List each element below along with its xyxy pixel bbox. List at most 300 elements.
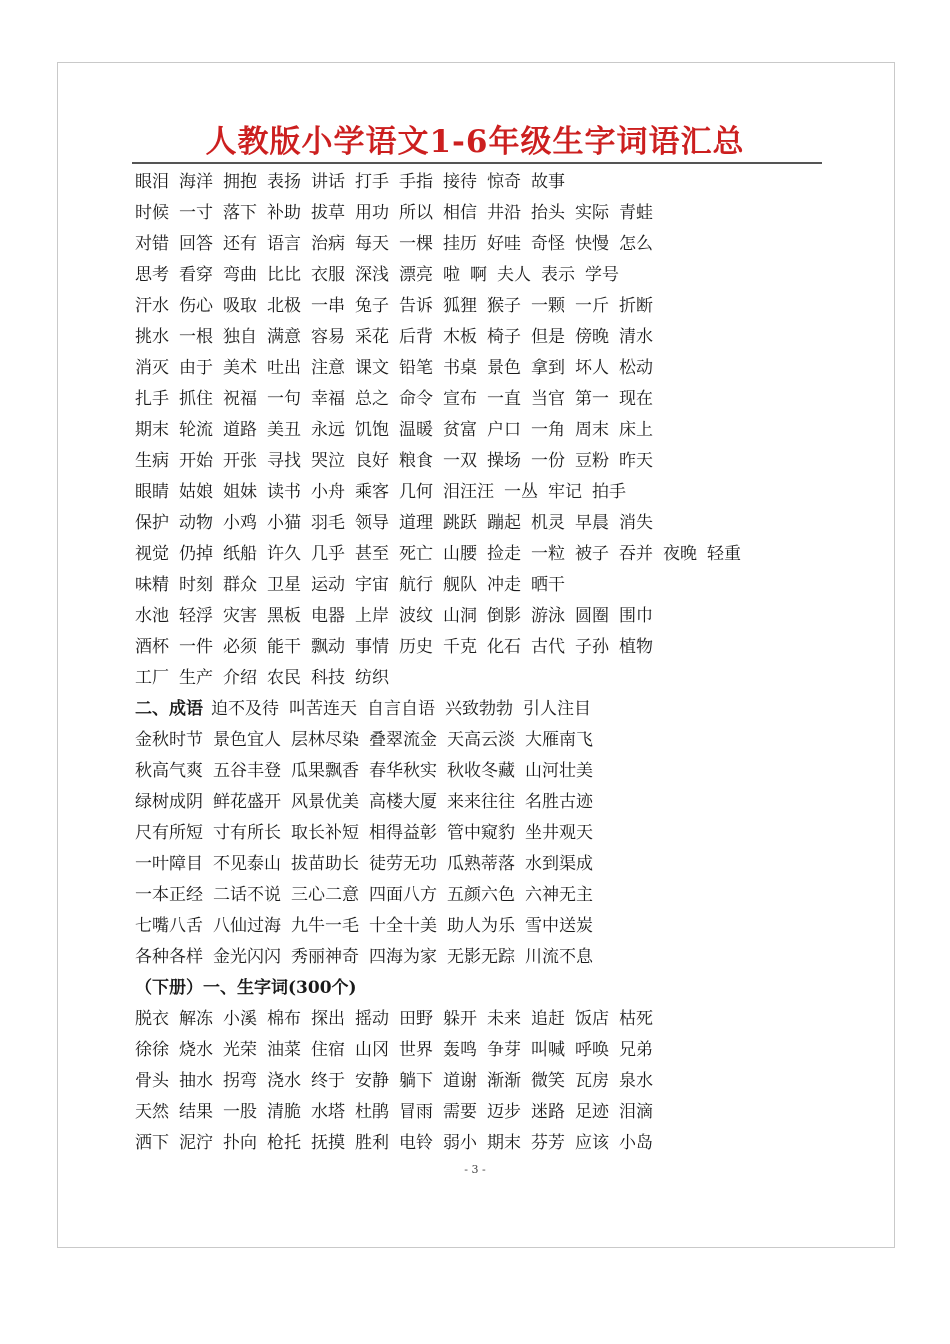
vocabulary-word: 坐井观天: [525, 823, 593, 843]
vocabulary-word: 弯曲: [223, 265, 257, 285]
vocabulary-word: 迷路: [531, 1102, 565, 1122]
vocabulary-word: 饭店: [575, 1009, 609, 1029]
vocabulary-word: 夫人: [497, 265, 531, 285]
vocabulary-word: 徒劳无功: [369, 854, 437, 874]
vocabulary-word: 世界: [399, 1040, 433, 1060]
vocabulary-word: 一角: [531, 420, 565, 440]
vocabulary-word: 风景优美: [291, 792, 359, 812]
vocabulary-word: 终于: [311, 1071, 345, 1091]
word-line: [135, 260, 835, 291]
vocabulary-word: 美术: [223, 358, 257, 378]
vocabulary-word: 消灭: [135, 358, 169, 378]
vocabulary-word: 田野: [399, 1009, 433, 1029]
vocabulary-word: 拍手: [592, 482, 626, 502]
vocabulary-word: 飘动: [311, 637, 345, 657]
vocabulary-word: 化石: [487, 637, 521, 657]
vocabulary-word: 看穿: [179, 265, 213, 285]
vocabulary-word: 脱衣: [135, 1009, 169, 1029]
vocabulary-word: 跳跃: [443, 513, 477, 533]
vocabulary-word: 道谢: [443, 1071, 477, 1091]
vocabulary-word: 幸福: [311, 389, 345, 409]
word-line: [135, 384, 835, 415]
vocabulary-word: 泥泞: [179, 1133, 213, 1153]
vocabulary-word: 治病: [311, 234, 345, 254]
vocabulary-word: 眼睛: [135, 482, 169, 502]
vocabulary-word: 粮食: [399, 451, 433, 471]
document-title: 人教版小学语文1-6年级生字词语汇总: [205, 124, 745, 160]
vocabulary-word: 工厂: [135, 668, 169, 688]
vocabulary-word: 尺有所短: [135, 823, 203, 843]
vocabulary-word: 拿到: [531, 358, 565, 378]
vocabulary-word: 满意: [267, 327, 301, 347]
vocabulary-word: 介绍: [223, 668, 257, 688]
vocabulary-word: 抓住: [179, 389, 213, 409]
vocabulary-word: 宣布: [443, 389, 477, 409]
vocabulary-word: 小猫: [267, 513, 301, 533]
vocabulary-word: 棉布: [267, 1009, 301, 1029]
vocabulary-word: 兄弟: [619, 1040, 653, 1060]
vocabulary-word: 注意: [311, 358, 345, 378]
vocabulary-word: 围巾: [619, 606, 653, 626]
vocabulary-word: 由于: [179, 358, 213, 378]
vocabulary-word: 期末: [487, 1133, 521, 1153]
vocabulary-word: 不见泰山: [213, 854, 281, 874]
vocabulary-word: 眼泪: [135, 172, 169, 192]
vocabulary-word: 吸取: [223, 296, 257, 316]
vocabulary-word: 一棵: [399, 234, 433, 254]
vocabulary-word: 子孙: [575, 637, 609, 657]
word-line: [135, 167, 835, 198]
vocabulary-word: 弱小: [443, 1133, 477, 1153]
vocabulary-word: 几何: [399, 482, 433, 502]
vocabulary-word: 甚至: [355, 544, 389, 564]
vocabulary-word: 七嘴八舌: [135, 916, 203, 936]
vocabulary-word: 波纹: [399, 606, 433, 626]
word-line: [135, 570, 835, 601]
vocabulary-word: 电器: [311, 606, 345, 626]
vocabulary-word: 生产: [179, 668, 213, 688]
vocabulary-word: 道路: [223, 420, 257, 440]
vocabulary-word: 能干: [267, 637, 301, 657]
vocabulary-word: 早晨: [575, 513, 609, 533]
vocabulary-word: 千克: [443, 637, 477, 657]
vocabulary-word: 书桌: [443, 358, 477, 378]
vocabulary-word: 仍掉: [179, 544, 213, 564]
vocabulary-word: 补助: [267, 203, 301, 223]
vocabulary-word: 十全十美: [369, 916, 437, 936]
vocabulary-word: 命令: [399, 389, 433, 409]
vocabulary-word: 落下: [223, 203, 257, 223]
vocabulary-word: 一颗: [531, 296, 565, 316]
vocabulary-word: 必须: [223, 637, 257, 657]
vocabulary-word: 井沿: [487, 203, 521, 223]
vocabulary-word: 鲜花盛开: [213, 792, 281, 812]
vocabulary-word: 水到渠成: [525, 854, 593, 874]
vocabulary-word: 一句: [267, 389, 301, 409]
word-line: [135, 756, 835, 787]
vocabulary-word: 三心二意: [291, 885, 359, 905]
vocabulary-word: 轻浮: [179, 606, 213, 626]
vocabulary-word: 户口: [487, 420, 521, 440]
vocabulary-word: 晒干: [531, 575, 565, 595]
vocabulary-word: 解冻: [179, 1009, 213, 1029]
vocabulary-word: 四面八方: [369, 885, 437, 905]
vocabulary-word: 相得益彰: [369, 823, 437, 843]
vocabulary-word: 山洞: [443, 606, 477, 626]
vocabulary-word: 被子: [575, 544, 609, 564]
vocabulary-word: 还有: [223, 234, 257, 254]
word-line: [135, 663, 835, 694]
word-line: [135, 446, 835, 477]
vocabulary-word: 枪托: [267, 1133, 301, 1153]
vocabulary-word: 一斤: [575, 296, 609, 316]
vocabulary-word: 宇宙: [355, 575, 389, 595]
vocabulary-word: 伤心: [179, 296, 213, 316]
vocabulary-word: 高楼大厦: [369, 792, 437, 812]
vocabulary-word: 胜利: [355, 1133, 389, 1153]
vocabulary-word: 群众: [223, 575, 257, 595]
vocabulary-word: 打手: [355, 172, 389, 192]
vocabulary-word: 开始: [179, 451, 213, 471]
word-line: [135, 1128, 835, 1159]
vocabulary-word: 美丑: [267, 420, 301, 440]
vocabulary-word: 良好: [355, 451, 389, 471]
vocabulary-word: 轻重: [707, 544, 741, 564]
vocabulary-word: 科技: [311, 668, 345, 688]
vocabulary-word: 所以: [399, 203, 433, 223]
vocabulary-word: 北极: [267, 296, 301, 316]
vocabulary-word: 兴致勃勃: [445, 699, 513, 719]
vocabulary-word: 实际: [575, 203, 609, 223]
vocabulary-word: 寻找: [267, 451, 301, 471]
vocabulary-word: 一寸: [179, 203, 213, 223]
vocabulary-word: 故事: [531, 172, 565, 192]
vocabulary-word: 用功: [355, 203, 389, 223]
vocabulary-word: 自言自语: [367, 699, 435, 719]
vocabulary-word: 运动: [311, 575, 345, 595]
vocabulary-word: 抬头: [531, 203, 565, 223]
vocabulary-word: 事情: [355, 637, 389, 657]
vocabulary-word: 农民: [267, 668, 301, 688]
vocabulary-word: 死亡: [399, 544, 433, 564]
vocabulary-word: 住宿: [311, 1040, 345, 1060]
vocabulary-word: 小鸡: [223, 513, 257, 533]
vocabulary-word: 烧水: [179, 1040, 213, 1060]
vocabulary-word: 管中窥豹: [447, 823, 515, 843]
vocabulary-word: 比比: [267, 265, 301, 285]
vocabulary-word: 微笑: [531, 1071, 565, 1091]
vocabulary-word: 倒影: [487, 606, 521, 626]
vocabulary-word: 扑向: [223, 1133, 257, 1153]
vocabulary-word: 后背: [399, 327, 433, 347]
vocabulary-word: 相信: [443, 203, 477, 223]
vocabulary-word: 冲走: [487, 575, 521, 595]
vocabulary-word: 秋高气爽: [135, 761, 203, 781]
vocabulary-word: 祝福: [223, 389, 257, 409]
vocabulary-word: 椅子: [487, 327, 521, 347]
vocabulary-word: 拥抱: [223, 172, 257, 192]
vocabulary-word: 床上: [619, 420, 653, 440]
word-line: [135, 353, 835, 384]
vocabulary-word: 牢记: [548, 482, 582, 502]
vocabulary-word: 漂亮: [399, 265, 433, 285]
vocabulary-word: 四海为家: [369, 947, 437, 967]
word-line: [135, 601, 835, 632]
vocabulary-word: 无影无踪: [447, 947, 515, 967]
vocabulary-word: 奇怪: [531, 234, 565, 254]
vocabulary-word: 足迹: [575, 1102, 609, 1122]
vocabulary-word: 第一: [575, 389, 609, 409]
vocabulary-word: 瓜果飘香: [291, 761, 359, 781]
vocabulary-word: 啦: [443, 265, 460, 285]
vocabulary-word: 瓜熟蒂落: [447, 854, 515, 874]
vocabulary-word: 姐妹: [223, 482, 257, 502]
vocabulary-word: 一件: [179, 637, 213, 657]
vocabulary-word: 好哇: [487, 234, 521, 254]
vocabulary-word: 冒雨: [399, 1102, 433, 1122]
vocabulary-word: 天然: [135, 1102, 169, 1122]
vocabulary-word: 六神无主: [525, 885, 593, 905]
vocabulary-word: 躲开: [443, 1009, 477, 1029]
vocabulary-word: 秋收冬藏: [447, 761, 515, 781]
vocabulary-word: 骨头: [135, 1071, 169, 1091]
vocabulary-word: 游泳: [531, 606, 565, 626]
vocabulary-word: 蹦起: [487, 513, 521, 533]
vocabulary-word: 快慢: [575, 234, 609, 254]
vocabulary-word: 啊: [470, 265, 487, 285]
vocabulary-word: 惊奇: [487, 172, 521, 192]
vocabulary-word: 青蛙: [619, 203, 653, 223]
vocabulary-word: 探出: [311, 1009, 345, 1029]
vocabulary-word: 景色宜人: [213, 730, 281, 750]
vocabulary-word: 木板: [443, 327, 477, 347]
vocabulary-word: 温暖: [399, 420, 433, 440]
word-line: [135, 415, 835, 446]
vocabulary-word: 但是: [531, 327, 565, 347]
vocabulary-word: 景色: [487, 358, 521, 378]
word-line: [135, 880, 835, 911]
vocabulary-word: 舰队: [443, 575, 477, 595]
vocabulary-word: 豆粉: [575, 451, 609, 471]
section-heading: （下册）一、生字词(300个): [135, 978, 357, 998]
vocabulary-word: 助人为乐: [447, 916, 515, 936]
vocabulary-word: 轰鸣: [443, 1040, 477, 1060]
vocabulary-word: 枯死: [619, 1009, 653, 1029]
vocabulary-word: 操场: [487, 451, 521, 471]
vocabulary-word: 铅笔: [399, 358, 433, 378]
vocabulary-word: 每天: [355, 234, 389, 254]
word-list: [135, 167, 835, 1159]
vocabulary-word: 思考: [135, 265, 169, 285]
vocabulary-word: 挑水: [135, 327, 169, 347]
vocabulary-word: 纺织: [355, 668, 389, 688]
vocabulary-word: 一根: [179, 327, 213, 347]
vocabulary-word: 泪滴: [619, 1102, 653, 1122]
word-line: [135, 322, 835, 353]
vocabulary-word: 拔草: [311, 203, 345, 223]
vocabulary-word: 各种各样: [135, 947, 203, 967]
vocabulary-word: 汗水: [135, 296, 169, 316]
vocabulary-word: 狐狸: [443, 296, 477, 316]
word-line: [135, 942, 835, 973]
word-line: [135, 1004, 835, 1035]
word-line: [135, 1097, 835, 1128]
vocabulary-word: 二话不说: [213, 885, 281, 905]
vocabulary-word: 五谷丰登: [213, 761, 281, 781]
vocabulary-word: 当官: [531, 389, 565, 409]
vocabulary-word: 傍晚: [575, 327, 609, 347]
vocabulary-word: 视觉: [135, 544, 169, 564]
vocabulary-word: 卫星: [267, 575, 301, 595]
word-line: [135, 725, 835, 756]
vocabulary-word: 坏人: [575, 358, 609, 378]
vocabulary-word: 水塔: [311, 1102, 345, 1122]
vocabulary-word: 语言: [267, 234, 301, 254]
vocabulary-word: 夜晚: [663, 544, 697, 564]
word-line: [135, 291, 835, 322]
vocabulary-word: 怎么: [619, 234, 653, 254]
vocabulary-word: 追赶: [531, 1009, 565, 1029]
vocabulary-word: 川流不息: [525, 947, 593, 967]
vocabulary-word: 叠翠流金: [369, 730, 437, 750]
vocabulary-word: 几乎: [311, 544, 345, 564]
vocabulary-word: 山腰: [443, 544, 477, 564]
word-line: [135, 229, 835, 260]
vocabulary-word: 绿树成阴: [135, 792, 203, 812]
vocabulary-word: 昨天: [619, 451, 653, 471]
vocabulary-word: 总之: [355, 389, 389, 409]
vocabulary-word: 许久: [267, 544, 301, 564]
vocabulary-word: 渐渐: [487, 1071, 521, 1091]
vocabulary-word: 捡走: [487, 544, 521, 564]
vocabulary-word: 机灵: [531, 513, 565, 533]
vocabulary-word: 未来: [487, 1009, 521, 1029]
vocabulary-word: 一串: [311, 296, 345, 316]
vocabulary-word: 拔苗助长: [291, 854, 359, 874]
vocabulary-word: 上岸: [355, 606, 389, 626]
vocabulary-word: 一直: [487, 389, 521, 409]
vocabulary-word: 摇动: [355, 1009, 389, 1029]
vocabulary-word: 电铃: [399, 1133, 433, 1153]
vocabulary-word: 独自: [223, 327, 257, 347]
vocabulary-word: 油菜: [267, 1040, 301, 1060]
vocabulary-word: 领导: [355, 513, 389, 533]
vocabulary-word: 金光闪闪: [213, 947, 281, 967]
vocabulary-word: 清水: [619, 327, 653, 347]
vocabulary-word: 躺下: [399, 1071, 433, 1091]
vocabulary-word: 迈步: [487, 1102, 521, 1122]
word-line: [135, 477, 835, 508]
vocabulary-word: 回答: [179, 234, 213, 254]
vocabulary-word: 金秋时节: [135, 730, 203, 750]
vocabulary-word: 杜鹃: [355, 1102, 389, 1122]
word-line: [135, 973, 835, 1004]
word-line: [135, 694, 835, 725]
vocabulary-word: 容易: [311, 327, 345, 347]
vocabulary-word: 姑娘: [179, 482, 213, 502]
word-line: [135, 539, 835, 570]
vocabulary-word: 取长补短: [291, 823, 359, 843]
vocabulary-word: 时候: [135, 203, 169, 223]
vocabulary-word: 八仙过海: [213, 916, 281, 936]
vocabulary-word: 山河壮美: [525, 761, 593, 781]
word-line: [135, 632, 835, 663]
vocabulary-word: 期末: [135, 420, 169, 440]
vocabulary-word: 接待: [443, 172, 477, 192]
vocabulary-word: 名胜古迹: [525, 792, 593, 812]
vocabulary-word: 猴子: [487, 296, 521, 316]
vocabulary-word: 一股: [223, 1102, 257, 1122]
vocabulary-word: 兔子: [355, 296, 389, 316]
word-line: [135, 508, 835, 539]
vocabulary-word: 一粒: [531, 544, 565, 564]
vocabulary-word: 叫苦连天: [289, 699, 357, 719]
vocabulary-word: 拐弯: [223, 1071, 257, 1091]
vocabulary-word: 讲话: [311, 172, 345, 192]
vocabulary-word: 生病: [135, 451, 169, 471]
vocabulary-word: 引人注目: [523, 699, 591, 719]
vocabulary-word: 泪汪汪: [443, 482, 494, 502]
vocabulary-word: 贫富: [443, 420, 477, 440]
vocabulary-word: 呼唤: [575, 1040, 609, 1060]
vocabulary-word: 现在: [619, 389, 653, 409]
vocabulary-word: 光荣: [223, 1040, 257, 1060]
word-line: [135, 911, 835, 942]
vocabulary-word: 学号: [585, 265, 619, 285]
vocabulary-word: 轮流: [179, 420, 213, 440]
vocabulary-word: 海洋: [179, 172, 213, 192]
vocabulary-word: 时刻: [179, 575, 213, 595]
vocabulary-word: 开张: [223, 451, 257, 471]
vocabulary-word: 一双: [443, 451, 477, 471]
vocabulary-word: 抚摸: [311, 1133, 345, 1153]
vocabulary-word: 一叶障目: [135, 854, 203, 874]
vocabulary-word: 表扬: [267, 172, 301, 192]
vocabulary-word: 迫不及待: [211, 699, 279, 719]
vocabulary-word: 叫喊: [531, 1040, 565, 1060]
vocabulary-word: 衣服: [311, 265, 345, 285]
vocabulary-word: 一份: [531, 451, 565, 471]
vocabulary-word: 五颜六色: [447, 885, 515, 905]
vocabulary-word: 味精: [135, 575, 169, 595]
vocabulary-word: 折断: [619, 296, 653, 316]
vocabulary-word: 哭泣: [311, 451, 345, 471]
word-line: [135, 198, 835, 229]
vocabulary-word: 小溪: [223, 1009, 257, 1029]
vocabulary-word: 植物: [619, 637, 653, 657]
vocabulary-word: 乘客: [355, 482, 389, 502]
vocabulary-word: 饥饱: [355, 420, 389, 440]
page-number: - 3 -: [464, 1163, 486, 1176]
vocabulary-word: 采花: [355, 327, 389, 347]
vocabulary-word: 历史: [399, 637, 433, 657]
vocabulary-word: 抽水: [179, 1071, 213, 1091]
vocabulary-word: 浇水: [267, 1071, 301, 1091]
vocabulary-word: 松动: [619, 358, 653, 378]
vocabulary-word: 吞并: [619, 544, 653, 564]
vocabulary-word: 吐出: [267, 358, 301, 378]
vocabulary-word: 结果: [179, 1102, 213, 1122]
vocabulary-word: 一丛: [504, 482, 538, 502]
vocabulary-word: 层林尽染: [291, 730, 359, 750]
word-line: [135, 1035, 835, 1066]
vocabulary-word: 周末: [575, 420, 609, 440]
vocabulary-word: 动物: [179, 513, 213, 533]
vocabulary-word: 泉水: [619, 1071, 653, 1091]
vocabulary-word: 来来往往: [447, 792, 515, 812]
vocabulary-word: 灾害: [223, 606, 257, 626]
vocabulary-word: 手指: [399, 172, 433, 192]
